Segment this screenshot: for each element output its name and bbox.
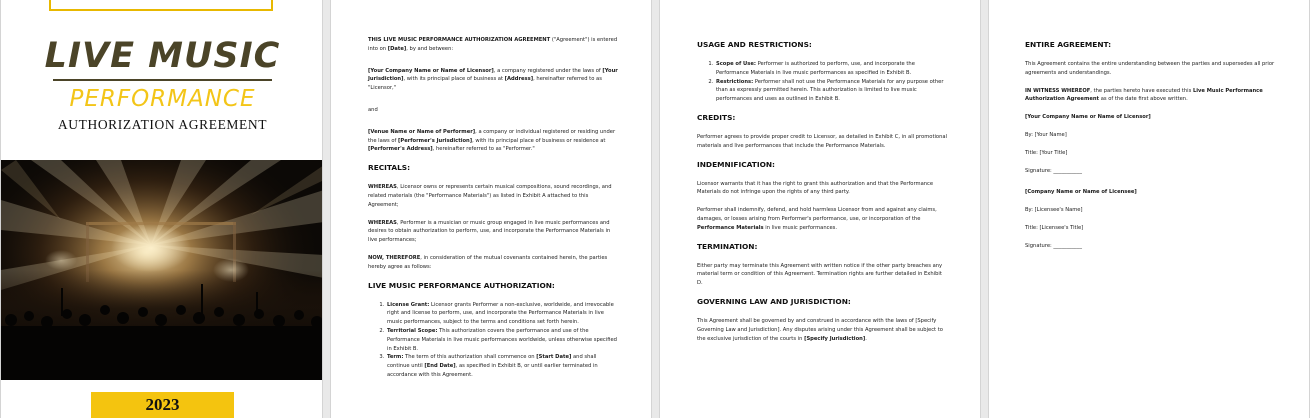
licensee-signature-line: Signature: ___________ [1025, 242, 1082, 249]
governing-law-heading: GOVERNING LAW AND JURISDICTION: [697, 296, 851, 306]
termination-paragraph: Either party may terminate this Agreement with written notice if the other party breaches any material term or condition of this Agreement. Termination rights are further detailed in Exhibit D. [697, 262, 943, 287]
licensor-party-paragraph: [Your Company Name or Name of Licensor], a company registered under the laws of [Your Jurisdiction], with its principal place of business at [Address], hereinafter referred to as "Licensor," [368, 67, 618, 92]
recitals-heading: RECITALS: [368, 163, 411, 173]
indemnification-paragraph-2: Performer shall indemnify, defend, and hold harmless Licensor from and against any claims, damages, or losses arising from Performer's performance, use, or incorporation of the Performance Materials in live music performances. [697, 207, 937, 231]
whereas-paragraph-1: WHEREAS, Licensor owns or represents certain musical compositions, sound recordings, and related materials (the "Performance Materials") as listed in Exhibit A attached to this Agreement; [368, 184, 612, 208]
authorization-list [368, 301, 620, 380]
usage-list [697, 60, 949, 104]
list-item: 2. Restrictions: Performer shall not use the Performance Materials for any purpose other than as expressly permitted herein. This authorization is limited to live music performances and uses as outlined in Exhibit B. [715, 78, 949, 104]
termination-heading: TERMINATION: [697, 241, 758, 251]
list-item: 3. Term: The term of this authorization shall commence on [Start Date] and shall continue until [End Date], as specified in Exhibit B, or until earlier terminated in accordance with this Agreement. [386, 353, 620, 379]
intro-paragraph: THIS LIVE MUSIC PERFORMANCE AUTHORIZATION AGREEMENT ("Agreement") is entered into on [Date], by and between: [368, 37, 618, 52]
credits-heading: CREDITS: [697, 112, 736, 122]
cover-subtitle: AUTHORIZATION AGREEMENT [57, 117, 268, 132]
list-item: 1. Scope of Use: Performer is authorized to perform, use, and incorporate the Performance Materials in live music performances as specified in Exhibit B. [715, 60, 949, 78]
licensee-signature-by: By: [Licensee's Name] [1025, 207, 1083, 214]
licensor-signature-title: Title: [Your Title] [1025, 149, 1068, 156]
now-therefore-paragraph: NOW, THEREFORE, in consideration of the mutual covenants contained herein, the parties hereby agree as follows: [368, 254, 608, 270]
licensor-signature-name: [Your Company Name or Name of Licensor] [1025, 114, 1151, 121]
credits-paragraph: Performer agrees to provide proper credit to Licensor, as detailed in Exhibit C, in all promotional materials and live performances that include the Performance Materials. [697, 133, 947, 149]
list-item: 1. License Grant: Licensor grants Performer a non-exclusive, worldwide, and irrevocable right and license to perform, use, and incorporate the Performance Materials in live music performances, subject to the terms and conditions set forth herein. [386, 301, 620, 327]
licensee-signature-title: Title: [Licensee's Title] [1025, 224, 1084, 231]
page2-body [368, 36, 620, 389]
cover-page [0, 0, 323, 418]
page3-body [697, 40, 949, 352]
list-item: 2. Territorial Scope: This authorization covers the performance and use of the Performance Materials in live music performances worldwide, unless otherwise specified in Exhibit B. [386, 327, 620, 353]
indemnification-paragraph-1: Licensor warrants that it has the right to grant this authorization and that the Performance Materials do not infringe upon the rights of any third party. [697, 180, 934, 196]
governing-law-paragraph: This Agreement shall be governed by and construed in accordance with the laws of [Specify Governing Law and Jurisdiction]. Any disputes arising under this Agreement shall be subject to the exclusive jurisdiction of the courts in [Specify Jurisdiction]. [697, 317, 943, 342]
page4-body [1025, 40, 1277, 260]
indemnification-heading: INDEMNIFICATION: [697, 159, 775, 169]
agreement-page-4 [988, 0, 1310, 418]
usage-heading: USAGE AND RESTRICTIONS: [697, 40, 812, 49]
cover-top-frame [49, 0, 273, 11]
whereas-paragraph-2: WHEREAS, Performer is a musician or music group engaged in live music performances and desires to obtain authorization to perform, use, and incorporate the Performance Materials in live performances; [368, 219, 611, 244]
cover-title-line1: LIVE MUSIC [44, 36, 281, 76]
concert-photo [1, 160, 323, 380]
and-paragraph: and [368, 106, 378, 113]
licensor-signature-line: Signature: ___________ [1025, 167, 1082, 174]
agreement-page-2 [330, 0, 652, 418]
cover-title-line2: PERFORMANCE [69, 86, 256, 112]
witness-paragraph: IN WITNESS WHEREOF, the parties hereto have executed this Live Music Performance Authorization Agreement as of the date first above written. [1025, 87, 1263, 103]
cover-title-rule [53, 79, 272, 81]
cover-year-badge: 2023 [91, 392, 234, 418]
entire-agreement-heading: ENTIRE AGREEMENT: [1025, 40, 1112, 49]
authorization-heading: LIVE MUSIC PERFORMANCE AUTHORIZATION: [368, 280, 555, 290]
licensor-signature-by: By: [Your Name] [1025, 131, 1067, 138]
performer-party-paragraph: [Venue Name or Name of Performer], a company or individual registered or residing under the laws of [Performer's Jurisdiction], with its principal place of business or residence at [Performer's Address], hereinafter referred to as "Performer." [368, 128, 616, 153]
agreement-page-3 [659, 0, 981, 418]
entire-agreement-paragraph: This Agreement contains the entire understanding between the parties and supersedes all prior agreements and understandings. [1025, 61, 1275, 76]
licensee-signature-name: [Company Name or Name of Licensee] [1025, 189, 1137, 196]
